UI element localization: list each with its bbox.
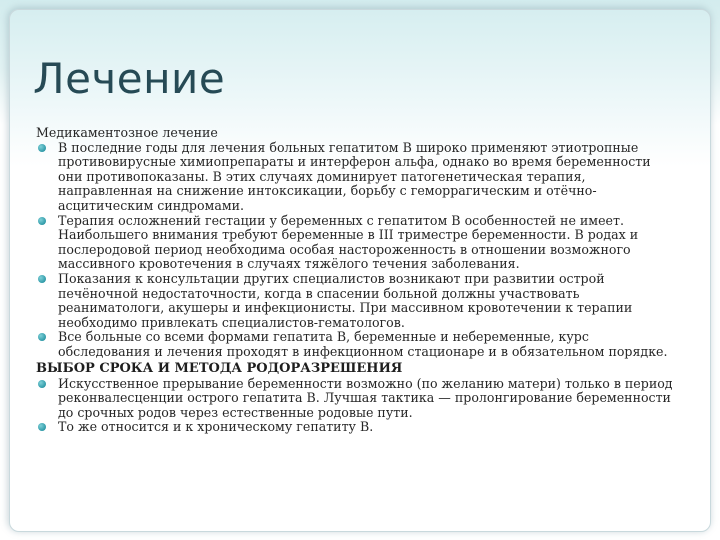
list-item-text: Искусственное прерывание беременности возможно (по желанию матери) только в период реконвалесценции острого гепатита В. Лучшая тактика — пролонгирование беременности до срочных родов через естественные родовые пути.	[58, 375, 673, 420]
list-item-text: То же относится и к хроническому гепатиту В.	[58, 419, 374, 435]
slide-content	[36, 126, 676, 435]
bullet-icon	[38, 380, 46, 388]
list-item	[36, 377, 676, 421]
list-item	[36, 330, 676, 359]
section-heading-delivery: ВЫБОР СРОКА И МЕТОДА РОДОРАЗРЕШЕНИЯ	[36, 360, 403, 376]
list-item-text: Все больные со всеми формами гепатита В, беременные и небеременные, курс обследования и лечения проходят в инфекционном стационаре и в обязательном порядке.	[58, 329, 668, 359]
bullet-icon	[38, 217, 46, 225]
delivery-bullet-list	[36, 377, 676, 435]
subtitle-medication-treatment: Медикаментозное лечение	[36, 125, 218, 140]
bullet-icon	[38, 333, 46, 341]
list-item-text: В последние годы для лечения больных гепатитом В широко применяют этиотропные противовирусные химиопрепараты и интерферон альфа, однако во время беременности они противопоказаны. В этих случаях доминирует патогенетическая терапия, направленная на снижение интоксикации, борьбу с геморрагическим и отёчно-асцитическим синдромами.	[58, 139, 651, 213]
bullet-icon	[38, 423, 46, 431]
list-item	[36, 272, 676, 330]
list-item-text: Терапия осложнений гестации у беременных с гепатитом В особенностей не имеет. Наибольшего внимания требуют беременные в III триместре беременности. В родах и послеродовой период необходима особая настороженность в отношении возможного массивного кровотечения в случаях тяжёлого течения заболевания.	[58, 212, 639, 272]
slide-title: Лечение	[33, 54, 226, 103]
list-item	[36, 214, 676, 272]
treatment-bullet-list	[36, 141, 676, 360]
list-item-text: Показания к консультации других специалистов возникают при развитии острой печёночной недостаточности, когда в спасении больной должны участвовать реаниматологи, акушеры и инфекционисты. При массивном кровотечении к терапии необходимо привлекать специалистов-гематологов.	[58, 270, 633, 330]
bullet-icon	[38, 144, 46, 152]
bullet-icon	[38, 275, 46, 283]
list-item	[36, 420, 676, 435]
list-item	[36, 141, 676, 214]
